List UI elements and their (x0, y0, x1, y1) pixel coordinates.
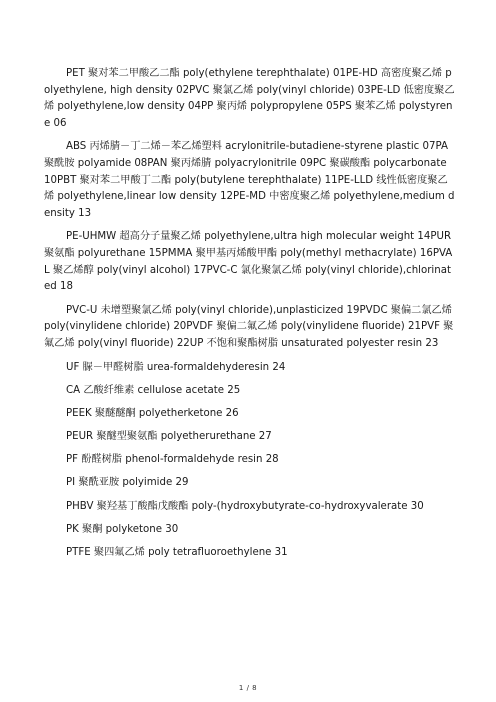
list-item: PHBV 聚羟基丁酸酯戊酸酯 poly-(hydroxybutyrate-co-hydroxyvalerate 30 (66, 500, 424, 512)
list-item: PEUR 聚醚型聚氨酯 polyetherurethane 27 (66, 431, 272, 443)
paragraph-2: ABS 丙烯腈－丁二烯－苯乙烯塑料 acrylonitrile-butadiene-styrene plastic 07PA 聚酰胺 polyamide 08PAN 聚丙烯腈 polyacrylonitrile 09PC 聚碳酸酯 polycarbonate 10PBT 聚对苯二甲酸丁二酯 poly(butylene terephthalate) 11PE-LLD 线性低密度聚乙烯 polyethylene,linear low density 12PE-MD 中密度聚乙烯 polyethylene,medium density 13 (44, 141, 455, 219)
list-item: PK 聚酮 polyketone 30 (66, 523, 179, 535)
paragraph-3: PE-UHMW 超高分子量聚乙烯 polyethylene,ultra high molecular weight 14PUR 聚氨酯 polyurethane 15PMMA 聚甲基丙烯酸甲酯 poly(methyl methacrylate) 16PVAL 聚乙烯醇 poly(vinyl alcohol) 17PVC-C 氯化聚氯乙烯 poly(vinyl chloride),chlorinated 18 (44, 231, 453, 293)
document-body (44, 66, 456, 568)
paragraph-4: PVC-U 未增塑聚氯乙烯 poly(vinyl chloride),unplasticized 19PVDC 聚偏二氯乙烯 poly(vinylidene chloride) 20PVDF 聚偏二氟乙烯 poly(vinylidene fluoride) 21PVF 聚氟乙烯 poly(vinyl fluoride) 22UP 不饱和聚酯树脂 unsaturated polyester resin 23 (44, 304, 454, 349)
list-item: PF 酚醛树脂 phenol-formaldehyde resin 28 (66, 454, 279, 466)
paragraph-1: PET 聚对苯二甲酸乙二酯 poly(ethylene terephthalate) 01PE-HD 高密度聚乙烯 polyethylene, high density 02PVC 聚氯乙烯 poly(vinyl chloride) 03PE-LD 低密度聚乙烯 polyethylene,low density 04PP 聚丙烯 polypropylene 05PS 聚苯乙烯 polystyrene 06 (44, 68, 455, 129)
list-item: UF 脲－甲醛树脂 urea-formaldehyderesin 24 (66, 361, 286, 373)
page-number: 1 / 8 (238, 684, 258, 692)
list-item: PI 聚酰亚胺 polyimide 29 (66, 477, 189, 489)
list-item: CA 乙酸纤维素 cellulose acetate 25 (66, 384, 241, 396)
list-item: PEEK 聚醚醚酮 polyetherketone 26 (66, 407, 239, 419)
list-item: PTFE 聚四氟乙烯 poly tetrafluoroethylene 31 (66, 547, 288, 558)
